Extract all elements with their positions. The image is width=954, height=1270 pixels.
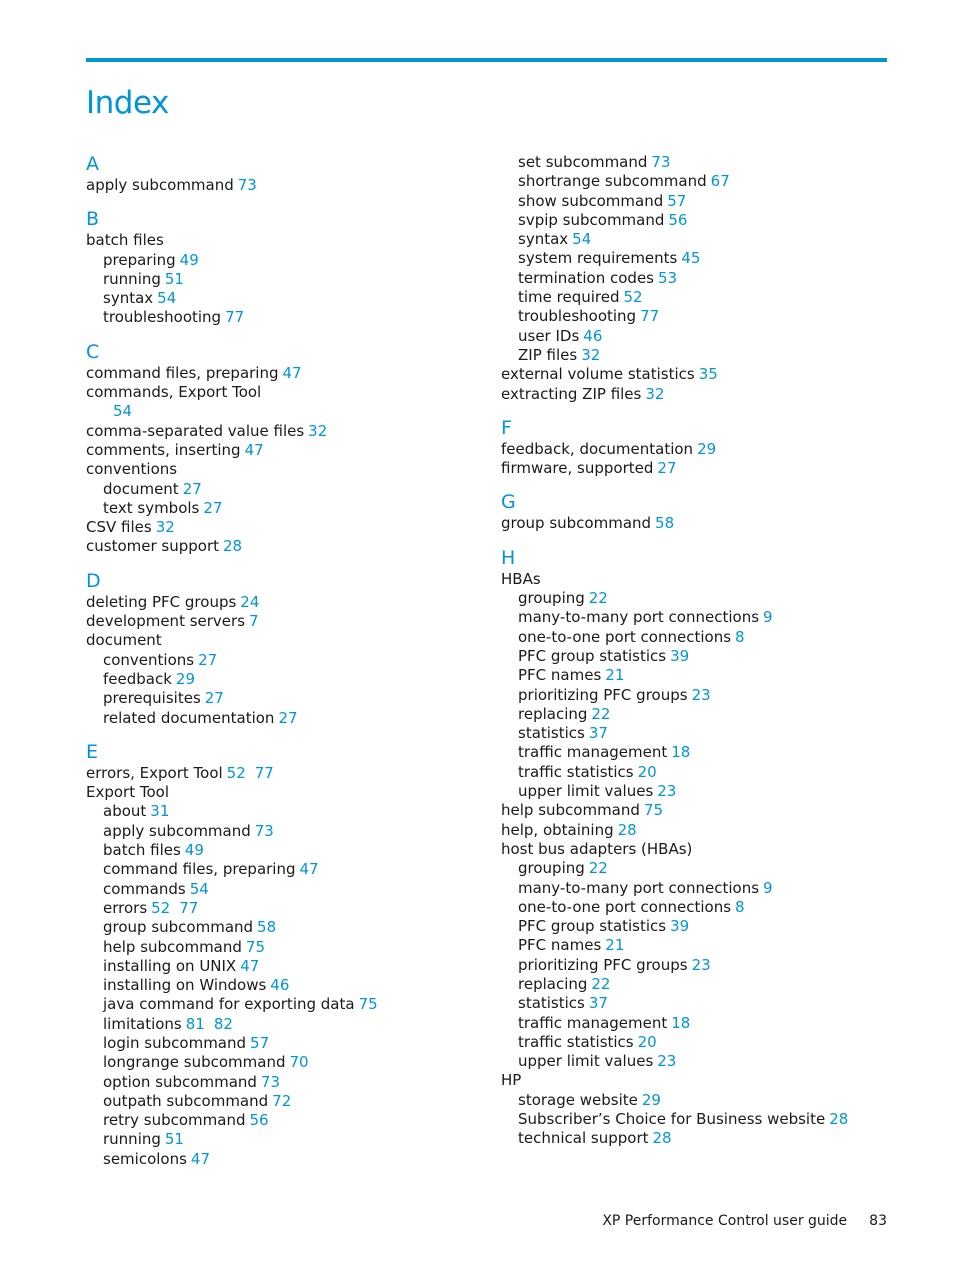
index-term: about — [103, 802, 147, 821]
page-link[interactable]: 49 — [179, 250, 199, 269]
index-subentry — [501, 172, 901, 191]
index-term: batch files — [86, 231, 164, 250]
index-term: syntax — [103, 289, 154, 308]
index-term: show subcommand — [518, 191, 664, 210]
index-subentry — [86, 251, 486, 270]
page-link[interactable]: 27 — [204, 689, 224, 708]
page-link[interactable]: 46 — [583, 326, 603, 345]
index-entry — [501, 514, 901, 533]
index-letter-heading: B — [86, 208, 100, 231]
index-subentry — [501, 589, 901, 608]
index-subentry — [501, 153, 901, 172]
index-term: text symbols — [103, 498, 200, 517]
section-spacer — [86, 195, 486, 205]
index-term: host bus adapters (HBAs) — [501, 839, 693, 858]
index-subentry — [501, 936, 901, 955]
index-term: conventions — [86, 460, 178, 479]
index-term: limitations — [103, 1014, 182, 1033]
index-term: extracting ZIP files — [501, 384, 642, 403]
index-entry — [86, 460, 486, 479]
index-subentry — [86, 689, 486, 708]
index-subentry — [501, 346, 901, 365]
page-link[interactable]: 18 — [671, 1013, 691, 1032]
index-term: grouping — [518, 859, 585, 878]
section-spacer — [86, 557, 486, 567]
page-link[interactable]: 73 — [254, 821, 274, 840]
index-entry — [501, 385, 901, 404]
page-link[interactable]: 72 — [272, 1091, 292, 1110]
page-link[interactable]: 52 — [226, 763, 246, 782]
index-term: HP — [501, 1071, 522, 1090]
index-entry — [86, 593, 486, 612]
page-link[interactable]: 28 — [617, 820, 637, 839]
index-term: group subcommand — [501, 514, 652, 533]
index-subentry — [86, 402, 486, 421]
index-letter-heading: G — [501, 491, 516, 514]
page-link[interactable]: 23 — [657, 1052, 677, 1071]
index-term: help subcommand — [103, 937, 242, 956]
index-letter-heading: A — [86, 153, 99, 175]
index-subentry — [86, 1111, 486, 1130]
index-entry — [501, 1071, 901, 1090]
index-term: development servers — [86, 612, 246, 631]
index-term: installing on UNIX — [103, 956, 237, 975]
index-subentry — [501, 249, 901, 268]
index-term: help, obtaining — [501, 820, 614, 839]
index-subentry — [86, 841, 486, 860]
page-link[interactable]: 47 — [240, 956, 260, 975]
index-term: user IDs — [518, 326, 580, 345]
page-link[interactable]: 67 — [710, 172, 730, 191]
index-subentry — [86, 499, 486, 518]
page-link[interactable]: 27 — [657, 459, 677, 478]
page-link[interactable]: 27 — [203, 498, 223, 517]
index-subentry — [501, 879, 901, 898]
page-link[interactable]: 56 — [668, 210, 688, 229]
page-footer — [602, 1213, 887, 1229]
page-link[interactable]: 21 — [605, 936, 625, 955]
page-link[interactable]: 75 — [643, 801, 663, 820]
page-link[interactable]: 23 — [657, 782, 677, 801]
index-subentry — [86, 918, 486, 937]
index-term: shortrange subcommand — [518, 172, 707, 191]
index-subentry — [86, 1053, 486, 1072]
index-term: firmware, supported — [501, 459, 654, 478]
page-link[interactable]: 39 — [670, 646, 690, 665]
index-letter-heading: E — [86, 740, 99, 763]
index-subentry — [86, 670, 486, 689]
index-letter-heading: H — [501, 546, 516, 569]
index-term: statistics — [518, 994, 585, 1013]
index-term: customer support — [86, 537, 219, 556]
index-term: Subscriber’s Choice for Business website — [518, 1110, 826, 1129]
page-link[interactable]: 54 — [157, 289, 177, 308]
index-term: feedback — [103, 669, 172, 688]
index-term: replacing — [518, 704, 588, 723]
index-subentry — [86, 802, 486, 821]
page-link[interactable]: 9 — [763, 608, 773, 627]
index-subentry — [501, 647, 901, 666]
index-subentry — [86, 938, 486, 957]
index-term: document — [86, 631, 162, 650]
page-link[interactable]: 8 — [735, 897, 745, 916]
index-subentry — [86, 270, 486, 289]
page-link[interactable]: 22 — [591, 704, 611, 723]
index-subentry — [501, 628, 901, 647]
page-link[interactable]: 82 — [213, 1014, 233, 1033]
index-term: PFC group statistics — [518, 646, 667, 665]
page-link[interactable]: 22 — [591, 974, 611, 993]
page-link[interactable]: 73 — [260, 1072, 281, 1091]
index-term: replacing — [518, 974, 588, 993]
page-link[interactable]: 77 — [640, 307, 660, 326]
page-link[interactable]: 46 — [270, 976, 290, 995]
page-link[interactable]: 37 — [588, 724, 608, 743]
index-subentry — [501, 1052, 901, 1071]
index-subentry — [86, 709, 486, 728]
index-subentry — [501, 1033, 901, 1052]
page-link[interactable]: 47 — [299, 860, 319, 879]
page-link[interactable]: 23 — [691, 955, 711, 974]
index-entry — [86, 364, 486, 383]
index-subentry — [86, 995, 486, 1014]
index-subentry — [86, 1034, 486, 1053]
index-term: longrange subcommand — [103, 1053, 286, 1072]
page-link[interactable]: 20 — [637, 762, 657, 781]
index-subentry — [501, 994, 901, 1013]
index-term: command files, preparing — [86, 363, 279, 382]
footer-page-number: 83 — [869, 1213, 887, 1229]
index-term: commands, Export Tool — [86, 383, 262, 402]
index-subentry — [501, 763, 901, 782]
page-link[interactable]: 7 — [249, 612, 259, 631]
page-link[interactable]: 51 — [164, 269, 184, 288]
page-link[interactable]: 22 — [588, 859, 608, 878]
index-subentry — [501, 859, 901, 878]
index-subentry — [86, 1015, 486, 1034]
index-term: ZIP files — [518, 345, 578, 364]
index-term: PFC names — [518, 936, 602, 955]
index-term: storage website — [518, 1090, 638, 1109]
index-term: system requirements — [518, 249, 678, 268]
page-link[interactable]: 57 — [667, 191, 687, 210]
index-term: termination codes — [518, 268, 654, 287]
index-subentry — [501, 608, 901, 627]
index-entry — [86, 176, 486, 195]
index-subentry — [501, 1110, 901, 1129]
index-term: one-to-one port connections — [518, 897, 732, 916]
page-link[interactable]: 27 — [198, 650, 218, 669]
index-term: PFC group statistics — [518, 917, 667, 936]
index-letter-heading: D — [86, 569, 101, 592]
index-term: traffic statistics — [518, 762, 634, 781]
index-term: group subcommand — [103, 918, 254, 937]
index-entry — [86, 783, 486, 802]
index-term: running — [103, 1130, 161, 1149]
index-term: statistics — [518, 724, 585, 743]
index-subentry — [86, 957, 486, 976]
page-link[interactable]: 8 — [735, 627, 745, 646]
index-term: feedback, documentation — [501, 439, 694, 458]
index-subentry — [501, 192, 901, 211]
page-link[interactable]: 47 — [282, 363, 302, 382]
index-term: comments, inserting — [86, 440, 241, 459]
index-subentry — [86, 308, 486, 327]
section-spacer — [501, 404, 901, 414]
page-link[interactable]: 28 — [829, 1110, 849, 1129]
index-term: grouping — [518, 589, 585, 608]
page-title: Index — [86, 84, 169, 121]
section-spacer — [501, 534, 901, 544]
page-link[interactable]: 45 — [681, 249, 701, 268]
header-rule — [86, 58, 887, 62]
index-subentry — [501, 956, 901, 975]
page-link[interactable]: 29 — [697, 439, 717, 458]
page-link[interactable]: 51 — [164, 1130, 184, 1149]
page-link[interactable]: 52 — [623, 288, 643, 307]
index-subentry — [86, 1073, 486, 1092]
index-entry — [501, 365, 901, 384]
index-term: technical support — [518, 1129, 649, 1148]
index-term: commands — [103, 879, 186, 898]
index-subentry — [501, 898, 901, 917]
page-link[interactable]: 31 — [150, 802, 170, 821]
page-link[interactable]: 35 — [698, 365, 718, 384]
index-term: many-to-many port connections — [518, 608, 760, 627]
index-subentry — [501, 724, 901, 743]
page-link[interactable]: 23 — [691, 685, 711, 704]
index-term: time required — [518, 288, 620, 307]
index-entry — [86, 441, 486, 460]
index-subentry — [501, 1091, 901, 1110]
index-entry — [86, 422, 486, 441]
index-entry — [86, 537, 486, 556]
page-link[interactable]: 27 — [182, 479, 202, 498]
index-term: related documentation — [103, 708, 275, 727]
index-subentry — [501, 743, 901, 762]
page-link[interactable]: 39 — [670, 917, 690, 936]
page-link[interactable]: 20 — [637, 1032, 657, 1051]
index-entry — [501, 821, 901, 840]
section-spacer — [86, 328, 486, 338]
index-term: semicolons — [103, 1149, 187, 1168]
index-term: deleting PFC groups — [86, 592, 237, 611]
page-link[interactable]: 27 — [278, 708, 298, 727]
index-subentry — [86, 899, 486, 918]
index-term: upper limit values — [518, 1052, 654, 1071]
index-term: comma-separated value files — [86, 421, 305, 440]
index-term: prioritizing PFC groups — [518, 685, 688, 704]
index-term: CSV files — [86, 518, 152, 537]
index-subentry — [86, 880, 486, 899]
page-link[interactable]: 9 — [763, 878, 773, 897]
index-subentry — [86, 976, 486, 995]
index-subentry — [501, 1014, 901, 1033]
index-term: installing on Windows — [103, 976, 267, 995]
page-link[interactable]: 70 — [289, 1053, 309, 1072]
page-link[interactable]: 58 — [655, 514, 675, 533]
index-entry — [501, 840, 901, 859]
index-term: errors — [103, 898, 148, 917]
page-link[interactable]: 58 — [257, 918, 277, 937]
page-link[interactable]: 37 — [588, 994, 608, 1013]
index-term: traffic statistics — [518, 1032, 634, 1051]
index-term: login subcommand — [103, 1033, 247, 1052]
index-term: option subcommand — [103, 1072, 257, 1091]
index-term: preparing — [103, 250, 176, 269]
index-term: running — [103, 269, 161, 288]
index-term: prerequisites — [103, 689, 201, 708]
page-link[interactable]: 47 — [190, 1149, 211, 1168]
index-column-left — [86, 150, 486, 1169]
index-subentry — [501, 307, 901, 326]
index-term: syntax — [518, 230, 569, 249]
index-subentry — [501, 288, 901, 307]
page-link[interactable]: 24 — [240, 592, 260, 611]
page-link[interactable]: 47 — [244, 440, 264, 459]
page-link[interactable]: 77 — [179, 898, 199, 917]
page-link[interactable]: 73 — [651, 153, 671, 171]
index-subentry — [86, 1092, 486, 1111]
index-subentry — [501, 269, 901, 288]
page-link[interactable]: 77 — [254, 763, 274, 782]
index-subentry — [501, 686, 901, 705]
index-entry — [501, 459, 901, 478]
page-link[interactable]: 52 — [151, 898, 171, 917]
index-term: apply subcommand — [86, 176, 234, 194]
page-link[interactable]: 49 — [184, 841, 204, 860]
footer-doc-title: XP Performance Control user guide — [602, 1213, 848, 1229]
index-entry — [86, 518, 486, 537]
index-entry — [501, 570, 901, 589]
index-letter-heading: F — [501, 416, 512, 439]
index-entry — [86, 631, 486, 650]
page-link[interactable]: 32 — [645, 384, 665, 403]
index-term: batch files — [103, 841, 181, 860]
index-column-right — [501, 153, 901, 1149]
index-term: command files, preparing — [103, 860, 296, 879]
index-subentry — [501, 1129, 901, 1148]
index-subentry — [86, 1130, 486, 1149]
index-subentry — [501, 666, 901, 685]
page-link[interactable]: 54 — [572, 230, 592, 249]
page-link[interactable]: 32 — [308, 421, 328, 440]
index-term: many-to-many port connections — [518, 878, 760, 897]
page-link[interactable]: 21 — [605, 666, 625, 685]
index-term: traffic management — [518, 743, 668, 762]
page-link[interactable]: 29 — [641, 1090, 661, 1109]
index-term: upper limit values — [518, 782, 654, 801]
index-subentry — [86, 289, 486, 308]
index-subentry — [501, 705, 901, 724]
page-link[interactable]: 77 — [225, 308, 245, 327]
page-link[interactable]: 73 — [237, 176, 257, 194]
index-subentry — [86, 1150, 486, 1169]
index-term: retry subcommand — [103, 1111, 246, 1130]
page-link[interactable]: 53 — [657, 268, 678, 287]
index-term: help subcommand — [501, 801, 640, 820]
index-subentry — [501, 975, 901, 994]
page-link[interactable]: 75 — [358, 995, 378, 1014]
page-link[interactable]: 28 — [652, 1129, 672, 1148]
page-link[interactable]: 28 — [223, 537, 243, 556]
index-entry — [86, 764, 486, 783]
page-link[interactable]: 75 — [245, 937, 265, 956]
index-term: java command for exporting data — [103, 995, 355, 1014]
index-subentry — [86, 651, 486, 670]
index-subentry — [501, 211, 901, 230]
index-term: document — [103, 479, 179, 498]
index-term: prioritizing PFC groups — [518, 955, 688, 974]
index-subentry — [86, 822, 486, 841]
index-term: set subcommand — [518, 153, 648, 171]
index-subentry — [501, 230, 901, 249]
index-term: apply subcommand — [103, 821, 251, 840]
index-subentry — [501, 327, 901, 346]
page-link[interactable]: 57 — [250, 1033, 270, 1052]
index-term: svpip subcommand — [518, 210, 665, 229]
page-link[interactable]: 22 — [588, 589, 608, 608]
index-letter-heading: C — [86, 340, 100, 363]
page-link[interactable]: 54 — [113, 402, 133, 421]
section-spacer — [86, 728, 486, 738]
page-link[interactable]: 29 — [175, 669, 195, 688]
index-subentry — [86, 480, 486, 499]
page-link[interactable]: 56 — [249, 1111, 269, 1130]
index-term: errors, Export Tool — [86, 763, 223, 782]
page-link[interactable]: 32 — [155, 518, 175, 537]
index-term: external volume statistics — [501, 365, 695, 384]
index-entry — [501, 801, 901, 820]
index-term: PFC names — [518, 666, 602, 685]
page-link[interactable]: 54 — [189, 879, 209, 898]
page-link[interactable]: 32 — [581, 345, 601, 364]
index-term: Export Tool — [86, 783, 170, 802]
section-spacer — [501, 478, 901, 488]
index-subentry — [501, 917, 901, 936]
page-link[interactable]: 18 — [671, 743, 691, 762]
index-term: conventions — [103, 650, 195, 669]
index-term: HBAs — [501, 569, 541, 588]
index-entry — [86, 612, 486, 631]
index-term: troubleshooting — [518, 307, 637, 326]
index-term: outpath subcommand — [103, 1091, 269, 1110]
page-link[interactable]: 81 — [185, 1014, 205, 1033]
index-term: troubleshooting — [103, 308, 222, 327]
index-term: one-to-one port connections — [518, 627, 732, 646]
index-entry — [501, 440, 901, 459]
index-subentry — [86, 860, 486, 879]
index-entry — [86, 383, 486, 402]
index-subentry — [501, 782, 901, 801]
index-entry — [86, 231, 486, 250]
index-term: traffic management — [518, 1013, 668, 1032]
